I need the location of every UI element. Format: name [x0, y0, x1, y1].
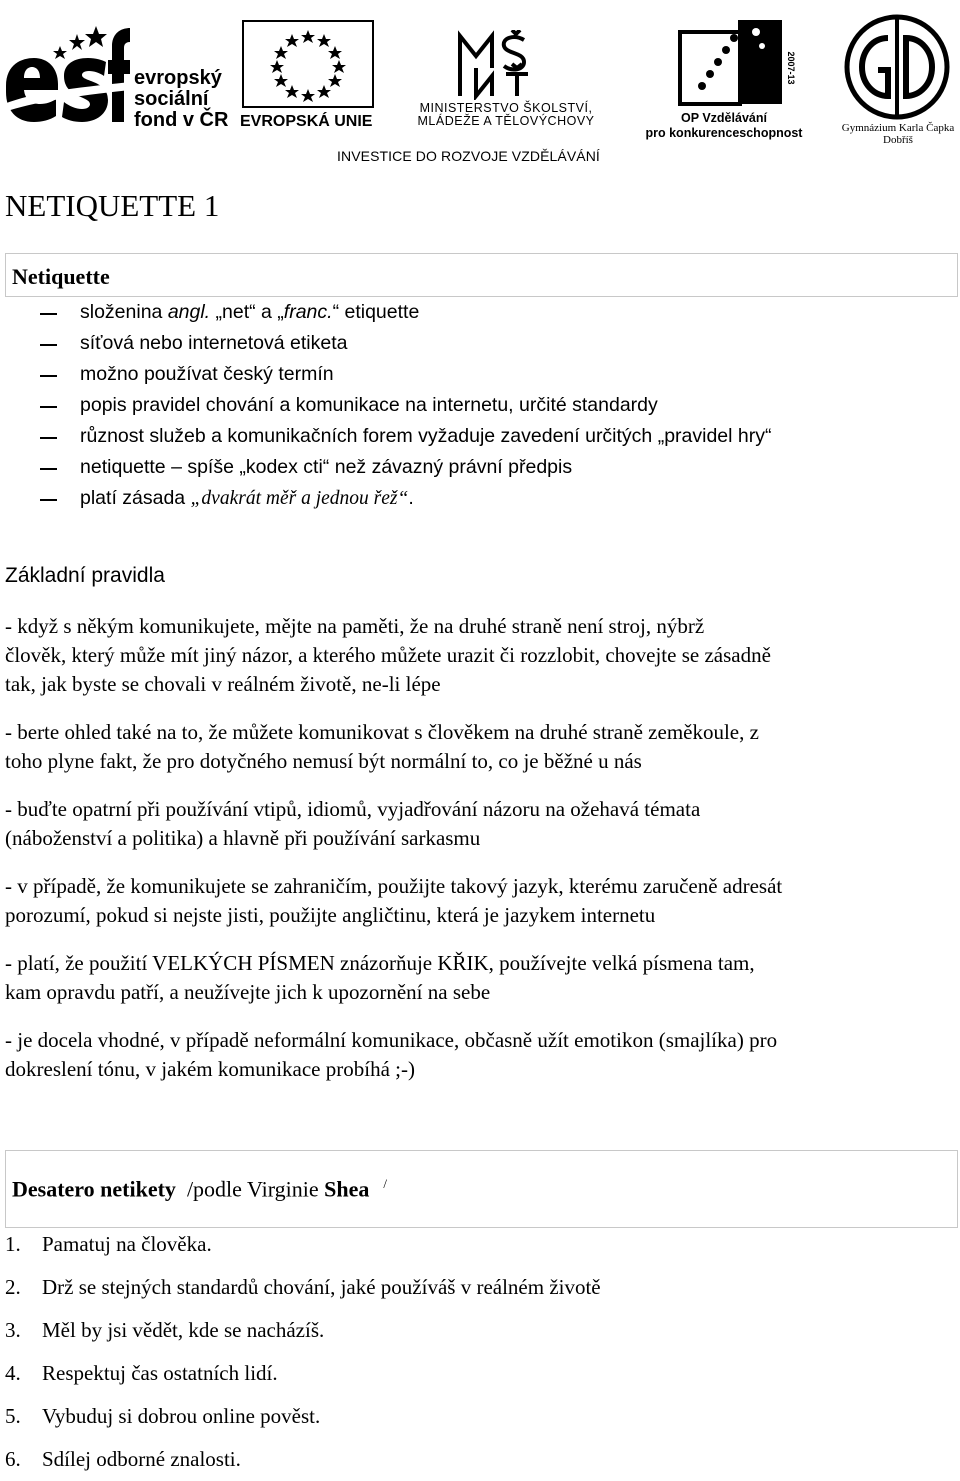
eu-logo [240, 20, 376, 135]
netiquette-heading: Netiquette [12, 264, 110, 289]
op-logo [640, 16, 808, 144]
rule-paragraph: - když s někým komunikujete, mějte na paměti, že na druhé straně není stroj, nýbrž člověk, který může mít jiný názor, a kterého můžete urazit či rozzlobit, chovejte se zásadně tak, jak byste se chovali v reálném životě, ne-li lépe [5, 614, 771, 696]
list-item: 5. Vybuduj si dobrou online pověst. [5, 1404, 321, 1428]
op-mark-icon [676, 16, 796, 108]
list-item: 2. Drž se stejných standardů chování, jaké používáš v reálném životě [5, 1275, 601, 1299]
gd-line: Gymnázium Karla Čapka [841, 122, 955, 134]
list-item: složenina angl. „net“ a „franc.“ etiquette [0, 297, 960, 328]
msmt-logo [400, 30, 612, 130]
desatero-list [5, 1223, 955, 1481]
op-line: pro konkurenceschopnost [645, 126, 803, 140]
netiquette-heading-box [5, 253, 958, 297]
page-title: NETIQUETTE 1 [5, 188, 220, 223]
esf-line: fond v ČR [134, 109, 229, 131]
list-item: platí zásada „dvakrát měř a jednou řež“. [0, 483, 960, 514]
esf-line: evropský [134, 67, 222, 89]
rule-paragraph: - berte ohled také na to, že můžete komunikovat s člověkem na druhé straně zeměkoule, z toho plyne fakt, že pro dotyčného nemusí být normální to, co je běžné u nás [5, 720, 759, 773]
list-item: síťová nebo internetová etiketa [0, 328, 960, 359]
esf-line: sociální [134, 88, 209, 110]
msmt-line: MINISTERSTVO ŠKOLSTVÍ, [419, 101, 593, 115]
header-logos [0, 0, 960, 172]
esf-mark-icon [4, 16, 130, 131]
list-item: možno používat český termín [0, 359, 960, 390]
esf-logo [4, 16, 230, 131]
list-item: různost služeb a komunikačních forem vyžaduje zavedení určitých „pravidel hry“ [0, 421, 960, 452]
desatero-slash: / [383, 1176, 388, 1191]
desatero-source: /podle Virginie [175, 1176, 325, 1202]
desatero-heading [12, 1176, 387, 1202]
list-item: 6. Sdílej odborné znalosti. [5, 1447, 241, 1471]
list-item: netiquette – spíše „kodex cti“ než závazný právní předpis [0, 452, 960, 483]
gd-mark-icon [842, 12, 952, 122]
rule-paragraph: - je docela vhodné, v případě neformální komunikace, občasně užít emotikon (smajlíka) pro dokreslení tónu, v jakém komunikace probíhá ;-) [5, 1028, 778, 1081]
eu-caption: EVROPSKÁ UNIE [240, 113, 373, 130]
list-item: 1. Pamatuj na člověka. [5, 1232, 212, 1256]
list-item: popis pravidel chování a komunikace na internetu, určité standardy [0, 390, 960, 421]
msmt-line: MLÁDEŽE A TĚLOVÝCHOVY [417, 114, 595, 128]
list-item: 3. Měl by jsi vědět, kde se nacházíš. [5, 1318, 325, 1342]
list-item: 4. Respektuj čas ostatních lidí. [5, 1361, 278, 1385]
netiquette-list [0, 297, 960, 514]
zakladni-heading: Základní pravidla [5, 564, 165, 587]
gd-line: Dobříš [883, 134, 913, 146]
desatero-heading-box [5, 1150, 958, 1228]
rule-paragraph: - v případě, že komunikujete se zahraničím, použijte takový jazyk, kterému zaručeně adresát porozumí, pokud si nejste jisti, použijte angličtinu, která je jazykem internetu [5, 874, 783, 927]
desatero-title: Desatero netikety [12, 1176, 176, 1202]
desatero-author: Shea [324, 1176, 370, 1202]
eu-flag-icon [242, 20, 374, 108]
msmt-mark-icon [454, 30, 558, 100]
gd-logo [836, 12, 960, 148]
op-years: 2007-13 [786, 51, 796, 85]
op-line: OP Vzdělávání [681, 111, 767, 125]
investice-caption: INVESTICE DO ROZVOJE VZDĚLÁVÁNÍ [337, 148, 600, 164]
rule-paragraph: - platí, že použití VELKÝCH PÍSMEN znázorňuje KŘIK, používejte velká písmena tam, kam opravdu patří, a neužívejte jich k upozornění na sebe [5, 951, 755, 1004]
rule-paragraph: - buďte opatrní při používání vtipů, idiomů, vyjadřování názoru na ožehavá témata (náboženství a politika) a hlavně při používání sarkasmu [5, 797, 701, 850]
